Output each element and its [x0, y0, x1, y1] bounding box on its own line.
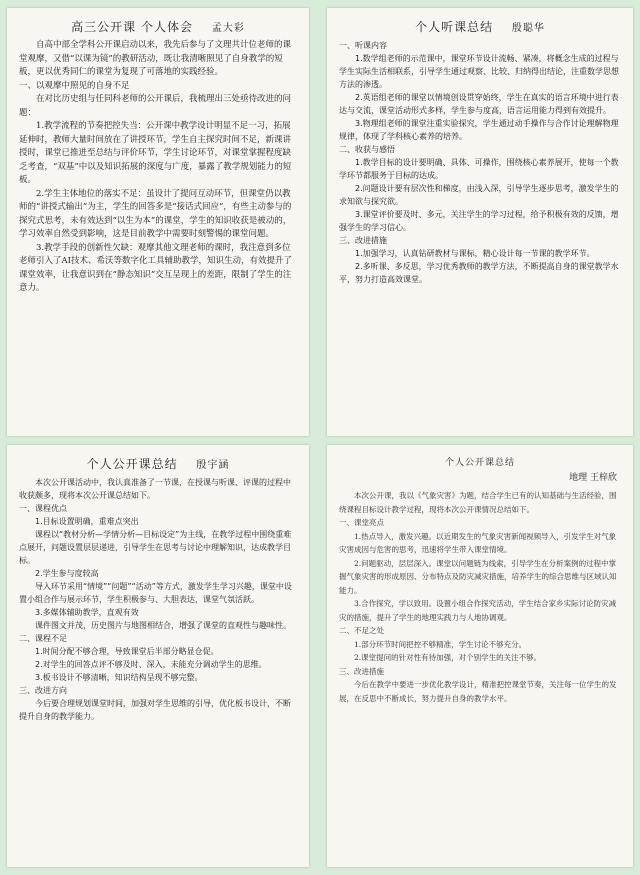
paragraph: 3.多媒体辅助教学，直观有效	[35, 608, 139, 617]
paragraph: 2.英语组老师的课堂以情境创设贯穿始终，学生在真实的语言环境中进行表达与交流，课堂活动形式多样，学生参与度高，语言运用能力得到有效提升。	[339, 93, 619, 115]
paragraph: 1.时间分配不够合理，导致课堂后半部分略显仓促。	[35, 647, 219, 656]
sheet-body	[339, 39, 621, 286]
paragraph: 2.问题设计要有层次性和梯度，由浅入深，引导学生逐步思考，激发学生的求知欲与探究欲。	[339, 184, 619, 206]
paragraph: 今后要合理规划课堂时间，加强对学生思维的引导，优化板书设计，不断提升自身的教学能力。	[19, 699, 291, 721]
paragraph: 导入环节采用“情境”“问题”“活动”等方式，激发学生学习兴趣，课堂中设置小组合作与展示环节，学生积极参与、大胆表达，课堂气氛活跃。	[19, 582, 292, 604]
paragraph: 课件图文并茂，历史图片与地图相结合，增强了课堂的直观性与趣味性。	[35, 621, 291, 630]
paragraph: 1.目标设置明确，重难点突出	[35, 517, 139, 526]
title-text: 高三公开课 个人体会	[71, 20, 193, 34]
section-heading: 二、不足之处	[339, 626, 384, 635]
sheet-title	[19, 18, 297, 35]
sheet-body	[339, 489, 621, 705]
sheet-body	[19, 476, 297, 723]
summary-sheet-bottom-left	[7, 445, 309, 867]
paragraph: 2.课堂提问的针对性有待加强，对个别学生的关注不够。	[354, 653, 542, 662]
paragraph: 2.多听课、多反思，学习优秀教师的教学方法，不断提高自身的课堂教学水平，努力打造高效课堂。	[339, 262, 619, 284]
sheet-title	[339, 455, 621, 468]
paragraph: 在对比历史组与任同科老师的公开课后，我梳理出三处亟待改进的问题：	[19, 94, 292, 118]
section-heading: 一、课程优点	[19, 504, 67, 513]
paragraph: 3.合作探究，学以致用。设置小组合作探究活动，学生结合家乡实际讨论防灾减灾的措施，提升了学生的地理实践力与人地协调观。	[339, 599, 617, 622]
paragraph: 1.数学组老师的示范课中，课堂环节设计流畅、紧凑，将概念生成的过程与学生实际生活相联系，引导学生通过观察、比较、归纳得出结论，注重数学思想方法的渗透。	[339, 54, 619, 89]
section-heading: 一、以观摩中照见的自身不足	[19, 80, 130, 91]
paragraph: 今后在教学中要进一步优化教学设计，精准把控课堂节奏，关注每一位学生的发展，在反思中不断成长，努力提升自身的教学水平。	[339, 680, 617, 703]
section-heading: 一、课堂亮点	[339, 518, 384, 527]
section-heading: 一、听课内容	[339, 41, 387, 50]
author-name: 地理 王梓欣	[569, 473, 617, 483]
paragraph: 1.教学流程的节奏把控失当：公开课中教学设计明显不足一习，拓展延伸时，教师大量时间放在了讲授环节，学生自主探究时间不足，新课讲授时，课堂已推进至总结与评价环节，学生讨论环节，对课堂掌握程度缺乏考查，“双基”中以及知识拓展的深度与广度，暴露了教学规划能力的短板。	[19, 121, 292, 185]
sheet-title	[19, 455, 297, 472]
summary-sheet-top-right	[327, 8, 633, 436]
paragraph: 3.课堂评价要及时、多元，关注学生的学习过程，给予积极有效的反馈，增强学生的学习信心。	[339, 210, 619, 232]
section-heading: 二、课程不足	[19, 634, 67, 643]
paragraph: 2.问题驱动，层层深入。课堂以问题链为线索，引导学生在分析案例的过程中掌握气象灾害的形成原因、分布特点及防灾减灾措施，培养学生的综合思维与区域认知能力。	[339, 558, 617, 595]
sheet-body	[19, 39, 297, 296]
title-text: 个人听课总结	[415, 20, 494, 34]
paragraph: 3.板书设计不够清晰，知识结构呈现不够完整。	[35, 673, 203, 682]
section-heading: 三、改进措施	[339, 236, 387, 245]
paragraph: 1.教学目标的设计要明确、具体、可操作，围绕核心素养展开，使每一个教学环节都服务于目标的达成。	[339, 158, 619, 180]
paragraph: 2.对学生的回答点评不够及时、深入，未能充分调动学生的思维。	[35, 660, 267, 669]
title-text: 个人公开课总结	[444, 458, 515, 468]
paragraph: 2.学生参与度较高	[35, 569, 99, 578]
paragraph: 课程以“教材分析—学情分析—目标设定”为主线，在教学过程中围绕重难点展开，问题设置层层递进，引导学生在思考与讨论中理解知识，达成教学目标。	[19, 530, 292, 565]
summary-sheet-bottom-right	[327, 445, 633, 867]
section-heading: 三、改进措施	[339, 666, 384, 676]
paragraph: 自高中部全学科公开课启动以来，我先后参与了文理共计位老师的课堂观摩，又借“以课为镜”的教研活动，既让我清晰照见了自身教学的短板，更以优秀同仁的课堂为复现了可落地的实践经验。	[19, 40, 292, 77]
paragraph: 3.物理组老师的课堂注重实验探究，学生通过动手操作与合作讨论理解物理规律，体现了学科核心素养的培养。	[339, 119, 619, 141]
paragraph: 1.加强学习，认真钻研教材与课标，精心设计每一节课的教学环节。	[355, 249, 595, 258]
author-name: 殷聪华	[511, 23, 545, 34]
title-text: 个人公开课总结	[86, 457, 178, 471]
paragraph: 2.学生主体地位的落实不足：虽设计了提问互动环节，但课堂仍以教师的“讲授式输出”为主，学生的回答多是“接话式回应”，有些主动参与的探究式思考，未有效达到“以生为本”的课堂，学生的知识收获是被动的，学习效率自然受到影响，这是目前教学中需要时刻警惕的课堂问题。	[19, 188, 292, 239]
author-name: 孟大彩	[211, 23, 245, 34]
paragraph: 1.部分环节时间把控不够精准，学生讨论不够充分。	[354, 639, 527, 649]
section-heading: 三、改进方向	[19, 686, 67, 695]
paragraph: 本次公开课活动中，我认真准备了一节课，在授课与听课、评课的过程中收获颇多，现将本次公开课总结如下。	[19, 478, 291, 500]
paragraph: 3.教学手段的创新性欠缺：观摩其他文理老师的课时，我注意到多位老师引入了AI技术、希沃等数字化工具辅助教学，知识生动，有效提升了课堂效率，让我意识到在“静态知识”交互呈现上的差距，限制了学生的注意力。	[19, 242, 292, 293]
section-heading: 二、收获与感悟	[339, 145, 395, 154]
author-name: 殷宇涵	[196, 460, 230, 471]
summary-sheet-top-left	[7, 8, 309, 436]
paragraph: 1.热点导入，激发兴趣。以近期发生的气象灾害新闻视频导入，引发学生对气象灾害成因与危害的思考，迅速将学生带入课堂情境。	[339, 531, 617, 554]
sheet-title	[339, 18, 621, 35]
paragraph: 本次公开课，我以《气象灾害》为题，结合学生已有的认知基础与生活经验，围绕课程目标设计教学过程，现将本次公开课情况总结如下。	[339, 491, 617, 514]
